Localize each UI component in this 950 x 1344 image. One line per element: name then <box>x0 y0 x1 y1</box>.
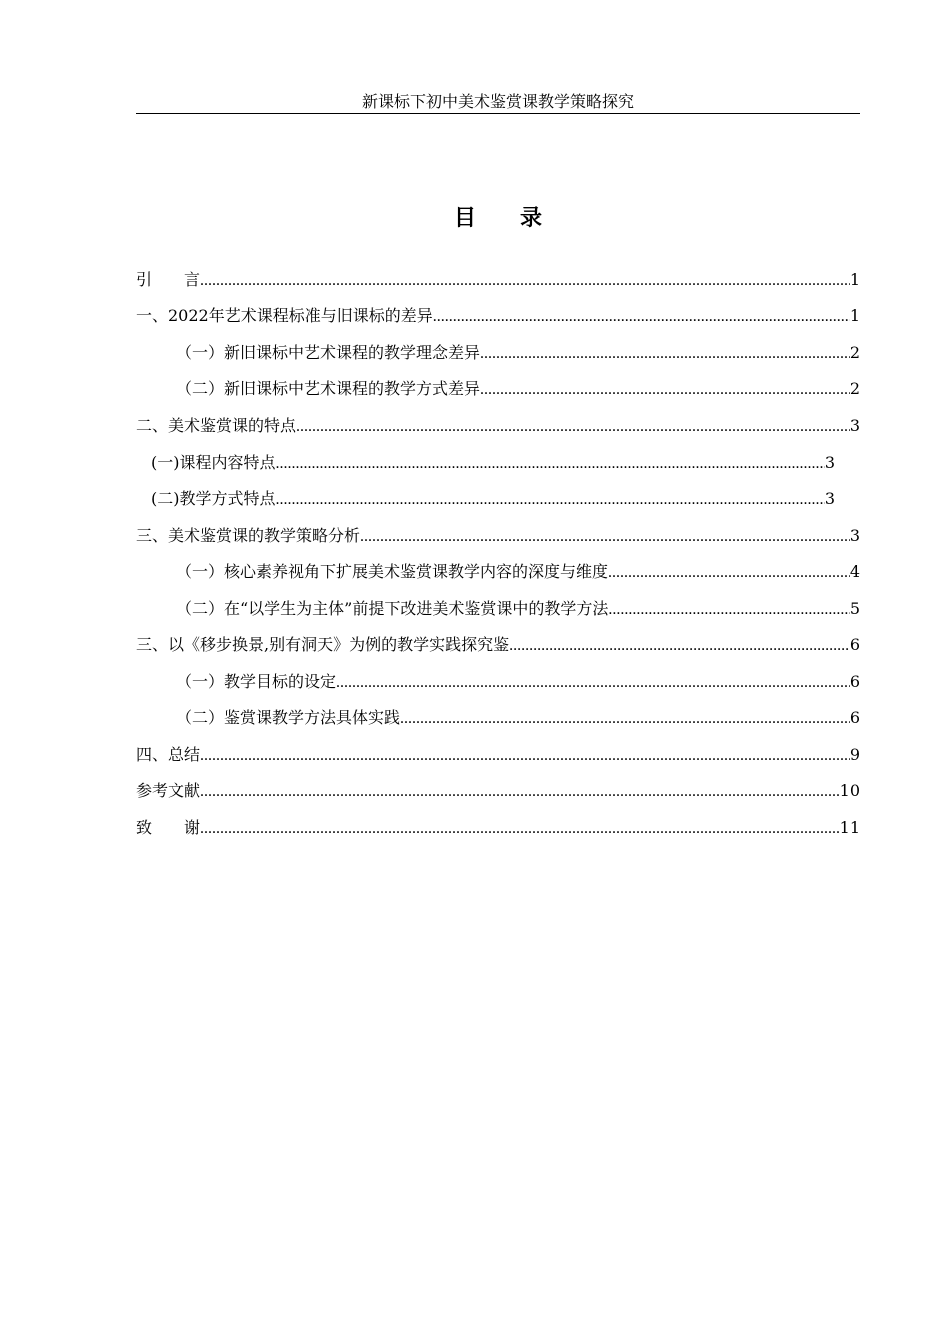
toc-entry-label: （二）新旧课标中艺术课程的教学方式差异 <box>176 379 481 398</box>
toc-leader-dots <box>480 342 850 366</box>
running-title: 新课标下初中美术鉴赏课教学策略探究 <box>361 92 634 111</box>
toc-entry-label: （二）鉴赏课教学方法具体实践 <box>176 708 401 727</box>
toc-entry-acknowledgements[interactable] <box>136 816 860 840</box>
toc-entry-label: 三、以《移步换景,别有洞天》为例的教学实践探究鉴 <box>136 635 510 654</box>
toc-entry-chapter-4[interactable] <box>136 743 860 767</box>
toc-entry-label: （一）核心素养视角下扩展美术鉴赏课教学内容的深度与维度 <box>176 562 609 581</box>
toc-title-char-1: 目 <box>453 205 476 231</box>
toc-leader-dots <box>276 452 825 476</box>
toc-leader-dots <box>296 415 850 439</box>
toc-leader-dots <box>200 269 850 293</box>
toc-page-number: 9 <box>849 745 860 764</box>
toc-page-number: 3 <box>849 526 860 545</box>
toc-entry-section-3-2[interactable] <box>176 597 860 621</box>
toc-page-number: 6 <box>849 708 860 727</box>
toc-leader-dots <box>200 780 840 804</box>
toc-page-number: 5 <box>849 599 860 618</box>
toc-leader-dots <box>608 561 850 585</box>
toc-leader-dots <box>509 634 850 658</box>
header-rule <box>136 113 860 114</box>
toc-entry-chapter-1[interactable] <box>136 304 860 328</box>
toc-entry-label: 参考文献 <box>136 781 201 800</box>
toc-leader-dots <box>276 488 825 512</box>
toc-entry-chapter-3b[interactable] <box>136 633 860 657</box>
toc-entry-section-1-2[interactable] <box>176 377 860 401</box>
toc-page-number: 6 <box>849 635 860 654</box>
toc-entry-label: 三、美术鉴赏课的教学策略分析 <box>136 526 361 545</box>
toc-entry-chapter-2[interactable] <box>136 414 860 438</box>
toc-page-number: 3 <box>824 453 835 472</box>
toc-leader-dots <box>608 598 849 622</box>
toc-entry-references[interactable] <box>136 779 860 803</box>
toc-entry-label: 四、总结 <box>136 745 201 764</box>
toc-page-number: 2 <box>849 343 860 362</box>
toc-entry-section-1-1[interactable] <box>176 341 860 365</box>
toc-leader-dots <box>336 671 850 695</box>
toc-leader-dots <box>480 378 850 402</box>
toc-entry-label: 致 谢 <box>136 818 201 837</box>
toc-title <box>136 204 860 232</box>
toc-entry-label: (二)教学方式特点 <box>151 489 276 508</box>
toc-entry-section-3b-2[interactable] <box>176 706 860 730</box>
toc-entry-label: （一）新旧课标中艺术课程的教学理念差异 <box>176 343 481 362</box>
toc-leader-dots <box>433 305 850 329</box>
toc-leader-dots <box>200 817 840 841</box>
toc-entry-section-3b-1[interactable] <box>176 670 860 694</box>
toc-entry-intro[interactable] <box>136 268 860 292</box>
toc-entry-label: 二、美术鉴赏课的特点 <box>136 416 297 435</box>
toc-page-number: 4 <box>849 562 860 581</box>
toc-entry-label: 一、2022年艺术课程标准与旧课标的差异 <box>136 306 433 325</box>
toc-leader-dots <box>200 744 850 768</box>
toc-page-number: 11 <box>839 818 860 837</box>
toc-page-number: 3 <box>849 416 860 435</box>
toc-page-number: 2 <box>849 379 860 398</box>
toc-entry-section-2-2[interactable] <box>151 487 835 511</box>
toc-title-char-2: 录 <box>520 205 543 231</box>
toc-page-number: 3 <box>824 489 835 508</box>
toc-entry-label: (一)课程内容特点 <box>151 453 276 472</box>
toc-page-number: 6 <box>849 672 860 691</box>
toc-page-number: 10 <box>839 781 860 800</box>
toc-page-number: 1 <box>849 306 860 325</box>
toc-leader-dots <box>360 525 850 549</box>
toc-page-number: 1 <box>849 270 860 289</box>
running-header <box>136 92 860 112</box>
toc-entry-chapter-3[interactable] <box>136 524 860 548</box>
toc-entry-label: 引 言 <box>136 270 201 289</box>
toc-entry-section-3-1[interactable] <box>176 560 860 584</box>
toc-entry-label: （一）教学目标的设定 <box>176 672 337 691</box>
toc-entry-section-2-1[interactable] <box>151 451 835 475</box>
toc-entry-label: （二）在“以学生为主体”前提下改进美术鉴赏课中的教学方法 <box>176 599 609 618</box>
toc-leader-dots <box>400 707 850 731</box>
